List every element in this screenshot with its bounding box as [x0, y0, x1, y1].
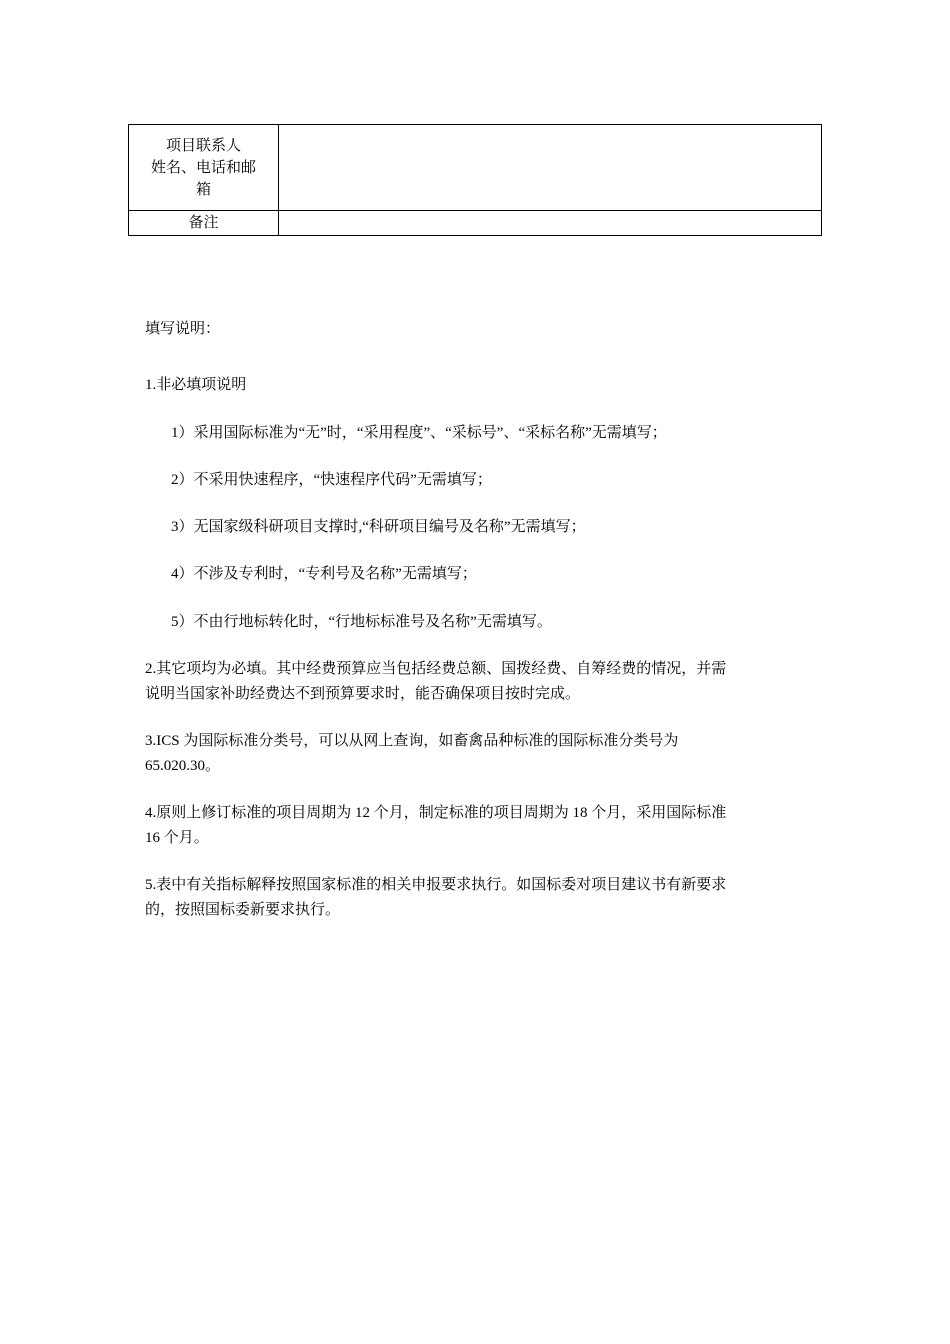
item-3-line-2: 65.020.30。	[145, 758, 221, 774]
table-row-remarks	[129, 211, 822, 236]
contact-value-cell[interactable]	[279, 125, 822, 211]
contact-label-line-3: 箱	[195, 182, 211, 198]
item-1-subitem-2: 2）不采用快速程序，“快速程序代码”无需填写；	[171, 472, 492, 488]
remarks-value-cell[interactable]	[279, 211, 822, 236]
project-info-table	[128, 124, 822, 236]
item-2-line-2: 说明当国家补助经费达不到预算要求时，能否确保项目按时完成。	[145, 686, 581, 702]
item-4-line-1: 4.原则上修订标准的项目周期为 12 个月，制定标准的项目周期为 18 个月，采用国际标准	[145, 805, 727, 821]
table-row-contact	[129, 125, 822, 211]
contact-label-line-2: 姓名、电话和邮	[150, 160, 256, 176]
contact-label-line-1: 项目联系人	[165, 138, 241, 154]
item-1-subitem-4: 4）不涉及专利时，“专利号及名称”无需填写；	[171, 566, 477, 582]
remarks-label-cell	[129, 211, 279, 236]
item-5-line-2: 的，按照国标委新要求执行。	[145, 902, 341, 918]
item-1-subitem-5: 5）不由行地标转化时，“行地标标准号及名称”无需填写。	[171, 614, 552, 630]
item-3-line-1: 3.ICS 为国际标准分类号，可以从网上查询，如畜禽品种标准的国际标准分类号为	[145, 733, 679, 749]
item-2-line-1: 2.其它项均为必填。其中经费预算应当包括经费总额、国拨经费、自筹经费的情况，并需	[145, 661, 727, 677]
item-1-title: 1.非必填项说明	[145, 377, 247, 393]
item-5-line-1: 5.表中有关指标解释按照国家标准的相关申报要求执行。如国标委对项目建议书有新要求	[145, 877, 727, 893]
item-4-line-2: 16 个月。	[145, 830, 209, 846]
contact-label-cell	[129, 125, 279, 211]
instructions-heading: 填写说明：	[145, 321, 221, 337]
item-1-subitem-1: 1）采用国际标准为“无”时，“采用程度”、“采标号”、“采标名称”无需填写；	[171, 425, 667, 441]
item-1-subitem-3: 3）无国家级科研项目支撑时,“科研项目编号及名称”无需填写；	[171, 519, 586, 535]
remarks-label: 备注	[188, 215, 219, 231]
